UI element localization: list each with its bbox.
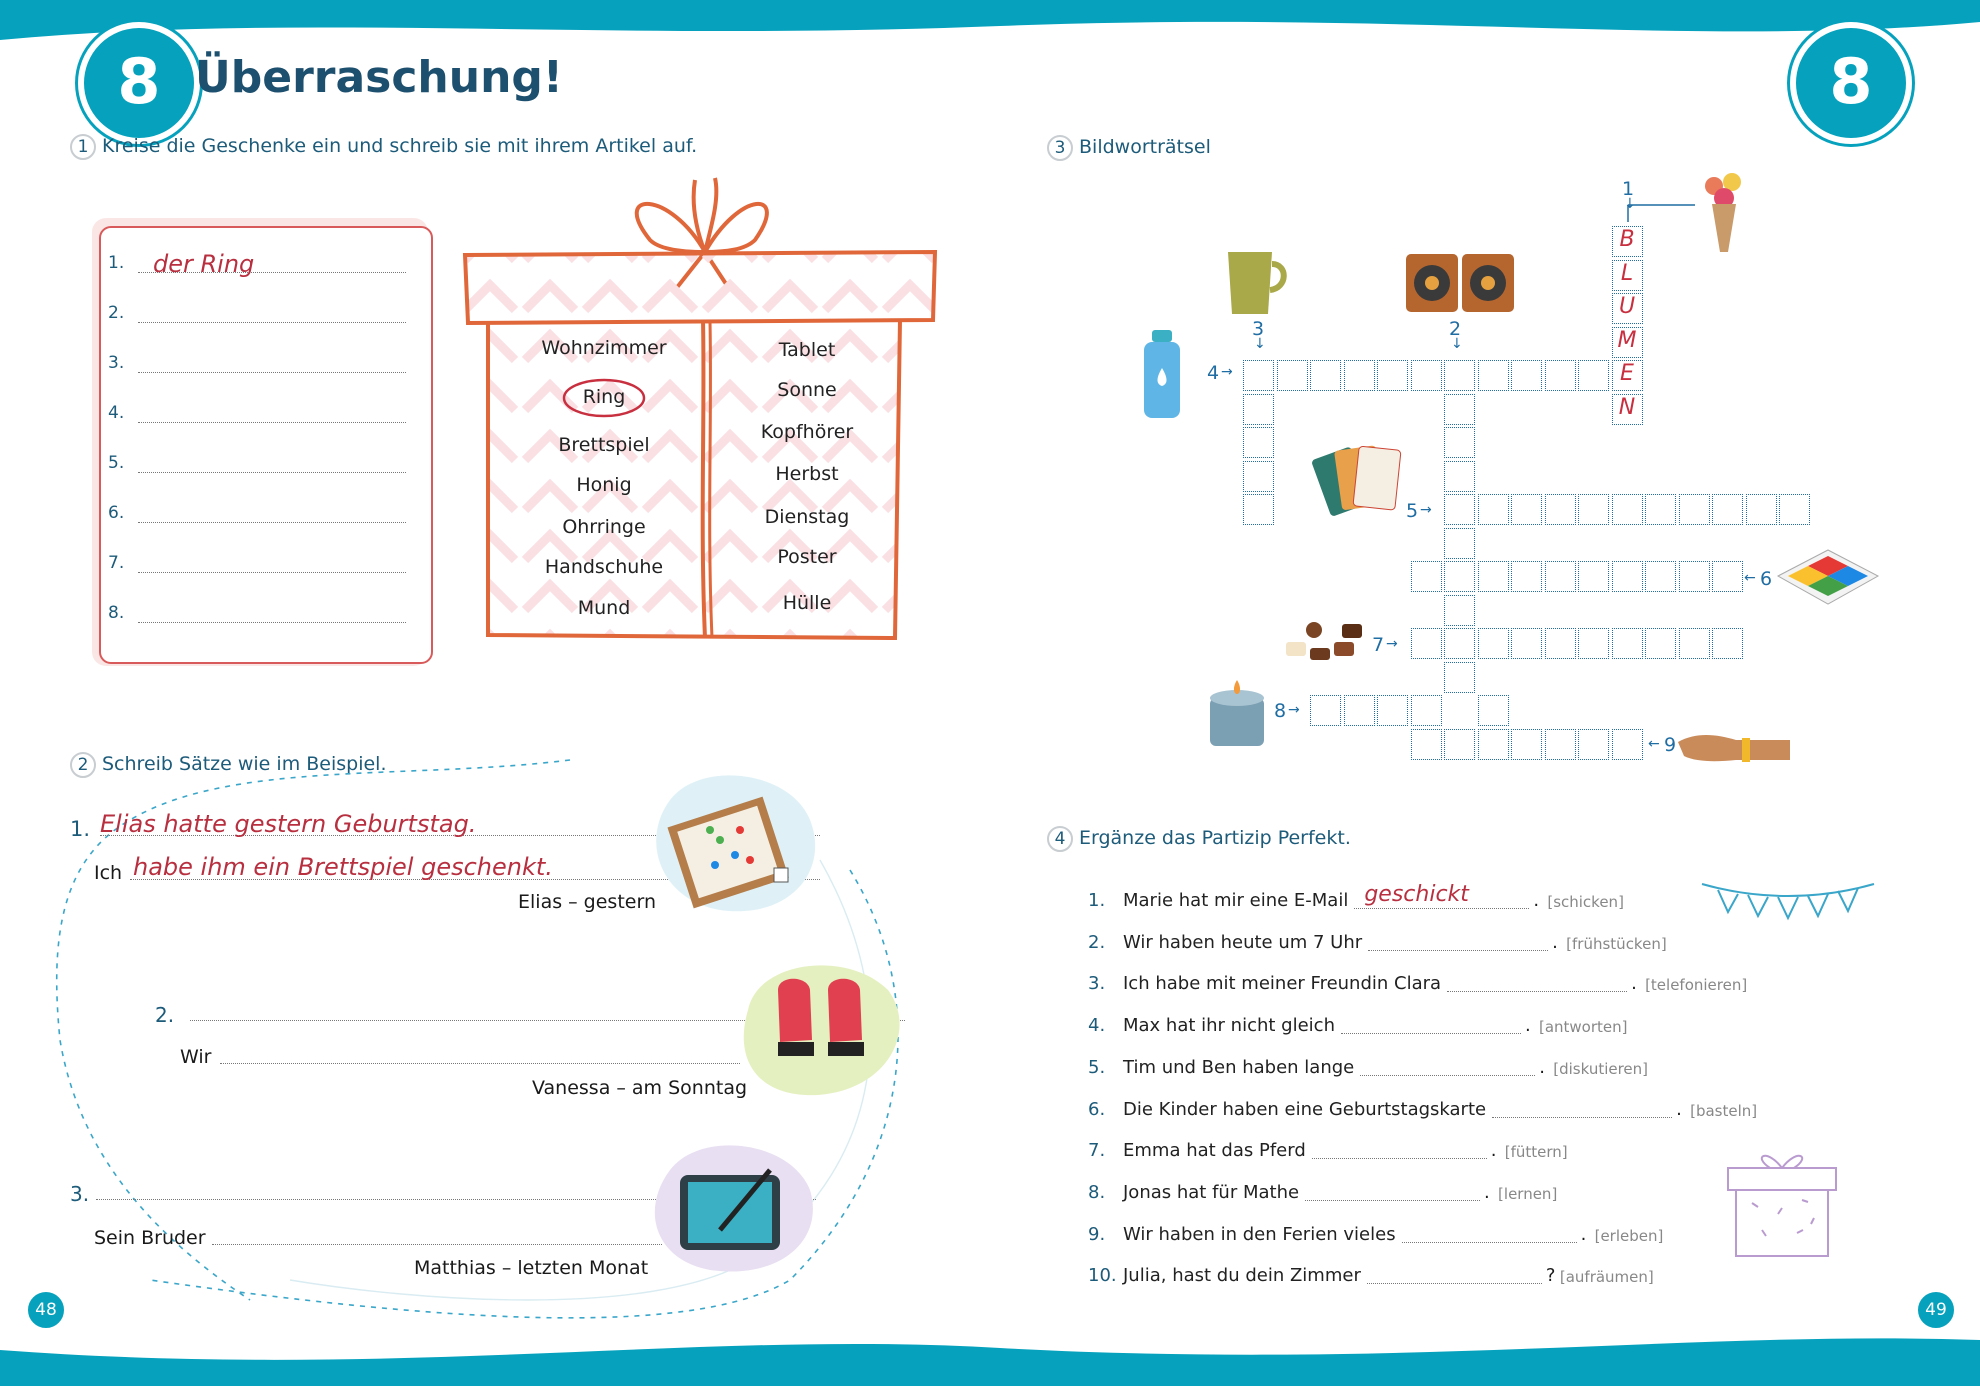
task2-item2-cue: Vanessa – am Sonntag — [532, 1077, 748, 1099]
task4-item-number: 5. — [1088, 1056, 1106, 1078]
task4-item-text: Julia, hast du dein Zimmer — [1123, 1265, 1361, 1287]
task4-punctuation: . — [1631, 973, 1637, 995]
crossword-clue-label: 2 — [1449, 318, 1462, 340]
task4-answer-line[interactable] — [1492, 1117, 1672, 1118]
page-title: Überraschung! — [195, 52, 563, 103]
task4-item-text: Marie hat mir eine E-Mail — [1123, 890, 1349, 911]
task2-number: 2 — [70, 752, 96, 778]
crossword-cell[interactable] — [1779, 494, 1810, 525]
task4-verb-hint: [lernen] — [1498, 1184, 1558, 1203]
task4-punctuation: ? — [1545, 1265, 1556, 1287]
task2-item3-cue: Matthias – letzten Monat — [414, 1257, 649, 1279]
task3-instruction: Bildworträtsel — [1079, 136, 1211, 158]
task4-item-number: 1. — [1088, 890, 1106, 911]
mittens-illustration — [728, 950, 908, 1100]
task4-item-number: 10. — [1088, 1265, 1117, 1287]
task1-number: 1 — [70, 134, 96, 160]
clue-arrow-icon: ← — [1648, 736, 1660, 752]
task4-item-number: 7. — [1088, 1140, 1106, 1162]
task4-verb-hint: [antworten] — [1538, 1018, 1628, 1037]
clue-arrow-icon: ↓ — [1624, 196, 1636, 212]
gift-word-right[interactable]: Sonne — [777, 379, 837, 401]
bracelet-arm-illustration — [1676, 722, 1792, 770]
task1-example-answer: der Ring — [153, 250, 255, 278]
task2-item1-cue: Elias – gestern — [518, 891, 656, 913]
task4-answer-line[interactable] — [1367, 1283, 1542, 1284]
task1-answer-line[interactable] — [138, 322, 406, 323]
task4-item-number: 8. — [1088, 1181, 1106, 1203]
chapter-number-badge-right: 8 — [1790, 22, 1912, 144]
task4-answer-line[interactable] — [1312, 1158, 1487, 1159]
task4-number: 4 — [1047, 826, 1073, 852]
task1-line-number: 7. — [108, 553, 125, 573]
task4-answer-line[interactable] — [1447, 991, 1627, 992]
clue-arrow-icon: ↓ — [1451, 336, 1463, 352]
task4-verb-hint: [basteln] — [1690, 1101, 1758, 1120]
clue-arrow-icon: ↓ — [1254, 336, 1266, 352]
task4-item-text: Tim und Ben haben lange — [1123, 1056, 1355, 1078]
task4-verb-hint: [frühstücken] — [1566, 934, 1667, 953]
task1-answer-line[interactable] — [138, 572, 406, 573]
solution-letter: L — [1620, 260, 1634, 286]
task4-punctuation: . — [1580, 1223, 1587, 1245]
task4-verb-hint: [füttern] — [1504, 1143, 1568, 1162]
task4-verb-hint: [diskutieren] — [1553, 1059, 1649, 1078]
task1-line-number: 6. — [108, 503, 125, 523]
gift-word-left[interactable]: Ohrringe — [562, 516, 646, 538]
task1-answer-line[interactable] — [138, 372, 406, 373]
speakers-illustration — [1404, 252, 1516, 314]
task4-answer-line[interactable] — [1402, 1242, 1577, 1243]
chocolates-illustration — [1284, 618, 1374, 664]
task4-item-text: Wir haben heute um 7 Uhr — [1123, 931, 1363, 953]
task4-item-number: 6. — [1088, 1098, 1106, 1120]
crossword-clue-label: 1 — [1622, 178, 1635, 200]
task4-answer: geschickt — [1364, 882, 1469, 907]
task4-punctuation: . — [1490, 1140, 1497, 1162]
gift-word-right[interactable]: Dienstag — [764, 506, 850, 528]
task4-verb-hint: [telefonieren] — [1645, 976, 1748, 995]
task4-answer-line[interactable] — [1354, 908, 1529, 909]
tablet-illustration — [640, 1130, 820, 1280]
task1-answer-line[interactable] — [138, 522, 406, 523]
task2-instruction: Schreib Sätze wie im Beispiel. — [102, 753, 387, 775]
gift-word-left[interactable]: Handschuhe — [544, 556, 664, 578]
task4-punctuation: . — [1552, 931, 1558, 953]
crossword-clue-label: 9 — [1664, 734, 1677, 756]
task4-item-text: Wir haben in den Ferien vieles — [1123, 1223, 1396, 1245]
task1-answer-box-inner — [99, 226, 433, 664]
chapter-number-badge-left: 8 — [78, 22, 200, 144]
candle-illustration — [1206, 674, 1268, 748]
task2-item2-prefix: Wir — [180, 1046, 212, 1068]
task1-answer-line[interactable] — [138, 472, 406, 473]
task4-answer-line[interactable] — [1360, 1075, 1535, 1076]
task4-item-number: 9. — [1088, 1223, 1106, 1245]
task4-item-number: 3. — [1088, 973, 1106, 995]
crossword-clue-label: 7 — [1372, 634, 1385, 656]
page-number-left: 48 — [26, 1290, 66, 1330]
gift-word-right[interactable]: Hülle — [782, 592, 832, 614]
crossword-clue-label: 4 — [1207, 362, 1220, 384]
task4-item-text: Jonas hat für Mathe — [1123, 1181, 1300, 1203]
task2-item1-number: 1. — [70, 817, 91, 841]
task3-heading — [1047, 135, 1211, 161]
ludo-board-illustration — [1776, 548, 1880, 610]
task4-instruction: Ergänze das Partizip Perfekt. — [1079, 827, 1351, 849]
task1-line-number: 5. — [108, 453, 125, 473]
task4-answer-line[interactable] — [1305, 1200, 1480, 1201]
page-number-right: 49 — [1916, 1290, 1956, 1330]
task1-instruction: Kreise die Geschenke ein und schreib sie mit ihrem Artikel auf. — [102, 135, 698, 157]
water-bottle-illustration — [1140, 328, 1184, 420]
task4-item-text: Die Kinder haben eine Geburtstagskarte — [1123, 1098, 1487, 1120]
gift-word-right[interactable]: Poster — [777, 546, 837, 568]
task1-heading — [70, 134, 697, 160]
task2-item1-line2: habe ihm ein Brettspiel geschenkt. — [133, 853, 553, 881]
crossword-clue-label: 8 — [1274, 700, 1287, 722]
task1-answer-line[interactable] — [138, 622, 406, 623]
gift-word-right[interactable]: Tablet — [778, 339, 836, 361]
clue-arrow-icon: → — [1288, 702, 1300, 718]
task4-answer-line[interactable] — [1341, 1033, 1521, 1034]
task1-answer-line[interactable] — [138, 422, 406, 423]
task4-item-number: 4. — [1088, 1015, 1106, 1037]
gift-word-left[interactable]: Mund — [577, 597, 631, 619]
crossword-clue-label: 6 — [1760, 568, 1773, 590]
flowers-illustration — [1694, 168, 1754, 254]
gift-word-left[interactable]: Honig — [576, 474, 632, 496]
solution-letter: U — [1618, 294, 1636, 319]
clue-arrow-icon: → — [1221, 364, 1233, 380]
task1-line-number: 1. — [108, 253, 125, 273]
task4-answer-line[interactable] — [1368, 950, 1548, 951]
board-game-illustration — [640, 760, 820, 920]
crossword-clue-label: 3 — [1252, 318, 1265, 340]
task4-punctuation: . — [1533, 890, 1540, 911]
task2-item1-line1: Elias hatte gestern Geburtstag. — [100, 810, 477, 838]
clue-arrow-icon: → — [1420, 502, 1432, 518]
clue-arrow-icon: → — [1386, 636, 1398, 652]
task3-number: 3 — [1047, 135, 1073, 161]
gift-box-illustration — [460, 170, 940, 650]
gift-word-right[interactable]: Kopfhörer — [760, 421, 854, 443]
gift-word-right[interactable]: Herbst — [775, 463, 839, 485]
crossword-cell[interactable] — [1746, 494, 1777, 525]
task1-line-number: 2. — [108, 303, 125, 323]
solution-letter: B — [1619, 227, 1635, 252]
gift-word-left[interactable]: Wohnzimmer — [541, 337, 667, 359]
gift-word-left[interactable]: Brettspiel — [558, 434, 650, 456]
task4-verb-hint: [aufräumen] — [1559, 1268, 1654, 1287]
task4-punctuation: . — [1484, 1181, 1490, 1203]
crossword-clue-label: 5 — [1406, 500, 1419, 522]
solution-letter: M — [1617, 327, 1637, 353]
task4-item-number: 2. — [1088, 931, 1106, 953]
bunting-illustration — [1698, 878, 1878, 924]
task4-verb-hint: [schicken] — [1547, 893, 1624, 911]
task4-punctuation: . — [1524, 1015, 1531, 1037]
task2-item2-number: 2. — [155, 1003, 175, 1027]
task4-punctuation: . — [1539, 1056, 1545, 1078]
task4-item-text: Max hat ihr nicht gleich — [1123, 1015, 1335, 1037]
ring-circle-marking — [560, 376, 648, 420]
task2-item3-number: 3. — [70, 1182, 90, 1206]
task4-item-text: Ich habe mit meiner Freundin Clara — [1123, 973, 1442, 995]
task4-verb-hint: [erleben] — [1594, 1226, 1664, 1245]
task1-line-number: 4. — [108, 403, 125, 423]
task2-item1-prefix: Ich — [94, 862, 123, 884]
task1-line-number: 8. — [108, 603, 125, 623]
solution-letter: E — [1620, 361, 1634, 386]
task4-punctuation: . — [1676, 1098, 1682, 1120]
task4-heading — [1047, 826, 1351, 852]
task1-line-number: 3. — [108, 353, 125, 373]
solution-letter: N — [1618, 394, 1636, 420]
gift-word-left[interactable]: Ring — [582, 386, 626, 408]
clue-arrow-icon: ← — [1744, 570, 1756, 586]
small-gift-illustration — [1722, 1148, 1842, 1260]
mug-illustration — [1222, 248, 1294, 318]
playing-cards-illustration — [1310, 438, 1410, 524]
task2-item3-prefix: Sein Bruder — [94, 1227, 206, 1249]
task4-item-text: Emma hat das Pferd — [1123, 1140, 1306, 1162]
